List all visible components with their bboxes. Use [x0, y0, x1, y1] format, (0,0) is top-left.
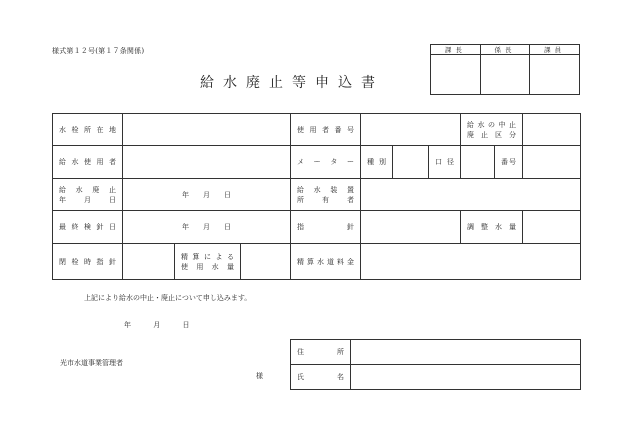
label-settle-use-line2: 使用水量 — [181, 262, 234, 271]
approval-stamp-section-chief[interactable] — [431, 55, 481, 95]
application-table — [52, 113, 581, 280]
label-settle-use — [175, 244, 241, 280]
application-note: 上記により給水の中止・廃止について申し込みます。 — [84, 294, 252, 302]
owner-field[interactable] — [361, 179, 581, 211]
label-number: 番号 — [495, 146, 523, 179]
settle-fee-field[interactable] — [361, 244, 581, 280]
label-stop-date-line2: 年月日 — [59, 195, 116, 204]
approval-stamp-table — [430, 44, 580, 95]
approval-stamp-subsection-chief[interactable] — [480, 55, 530, 95]
recipient: 光市水道事業管理者 — [60, 359, 123, 367]
stop-date-field[interactable]: 年 月 日 — [123, 179, 291, 211]
label-stop-date-line1: 給水廃止 — [59, 185, 116, 194]
kind-field[interactable] — [393, 146, 429, 179]
label-caliber: 口径 — [429, 146, 461, 179]
final-reading-date-field[interactable]: 年 月 日 — [123, 211, 291, 244]
applicant-table — [290, 339, 581, 390]
label-settle-use-line1: 精算による — [181, 252, 234, 261]
approval-header-staff: 課員 — [530, 45, 580, 55]
label-user-number: 使用者番号 — [291, 114, 361, 146]
honorific: 様 — [256, 372, 263, 380]
page-title: 給水廃止等申込書 — [200, 75, 384, 91]
label-water-location: 水栓所在地 — [53, 114, 123, 146]
label-water-use: 給水使用者 — [53, 146, 123, 179]
label-kind: 種別 — [361, 146, 393, 179]
label-address: 住所 — [291, 340, 351, 365]
user-number-field[interactable] — [361, 114, 461, 146]
name-field[interactable] — [351, 365, 581, 390]
label-meter: メーター — [291, 146, 361, 179]
settle-use-field[interactable] — [241, 244, 291, 280]
label-settle-fee: 精算水道料金 — [291, 244, 361, 280]
label-final-reading-date: 最終検針日 — [53, 211, 123, 244]
address-field[interactable] — [351, 340, 581, 365]
application-date[interactable]: 年 月 日 — [124, 321, 190, 329]
approval-header-subsection-chief: 係長 — [480, 45, 530, 55]
label-owner — [291, 179, 361, 211]
stop-type-field[interactable] — [523, 114, 581, 146]
approval-stamp-staff[interactable] — [530, 55, 580, 95]
indicator-field[interactable] — [361, 211, 461, 244]
number-field[interactable] — [523, 146, 581, 179]
water-location-field[interactable] — [123, 114, 291, 146]
close-reading-field[interactable] — [123, 244, 175, 280]
label-adjust-amount: 調整水量 — [461, 211, 523, 244]
approval-header-section-chief: 課長 — [431, 45, 481, 55]
form-number: 様式第１２号(第１７条関係) — [52, 47, 145, 55]
adjust-amount-field[interactable] — [523, 211, 581, 244]
label-close-reading: 閉栓時指針 — [53, 244, 123, 280]
label-stop-type — [461, 114, 523, 146]
label-owner-line2: 所有者 — [297, 195, 355, 204]
label-owner-line1: 給水装置 — [297, 185, 355, 194]
label-stop-date — [53, 179, 123, 211]
caliber-field[interactable] — [461, 146, 495, 179]
label-stop-type-line1: 給水の中止 — [467, 120, 517, 129]
water-use-field[interactable] — [123, 146, 291, 179]
label-stop-type-line2: 廃止区分 — [467, 130, 517, 139]
label-name: 氏名 — [291, 365, 351, 390]
label-indicator: 指針 — [291, 211, 361, 244]
